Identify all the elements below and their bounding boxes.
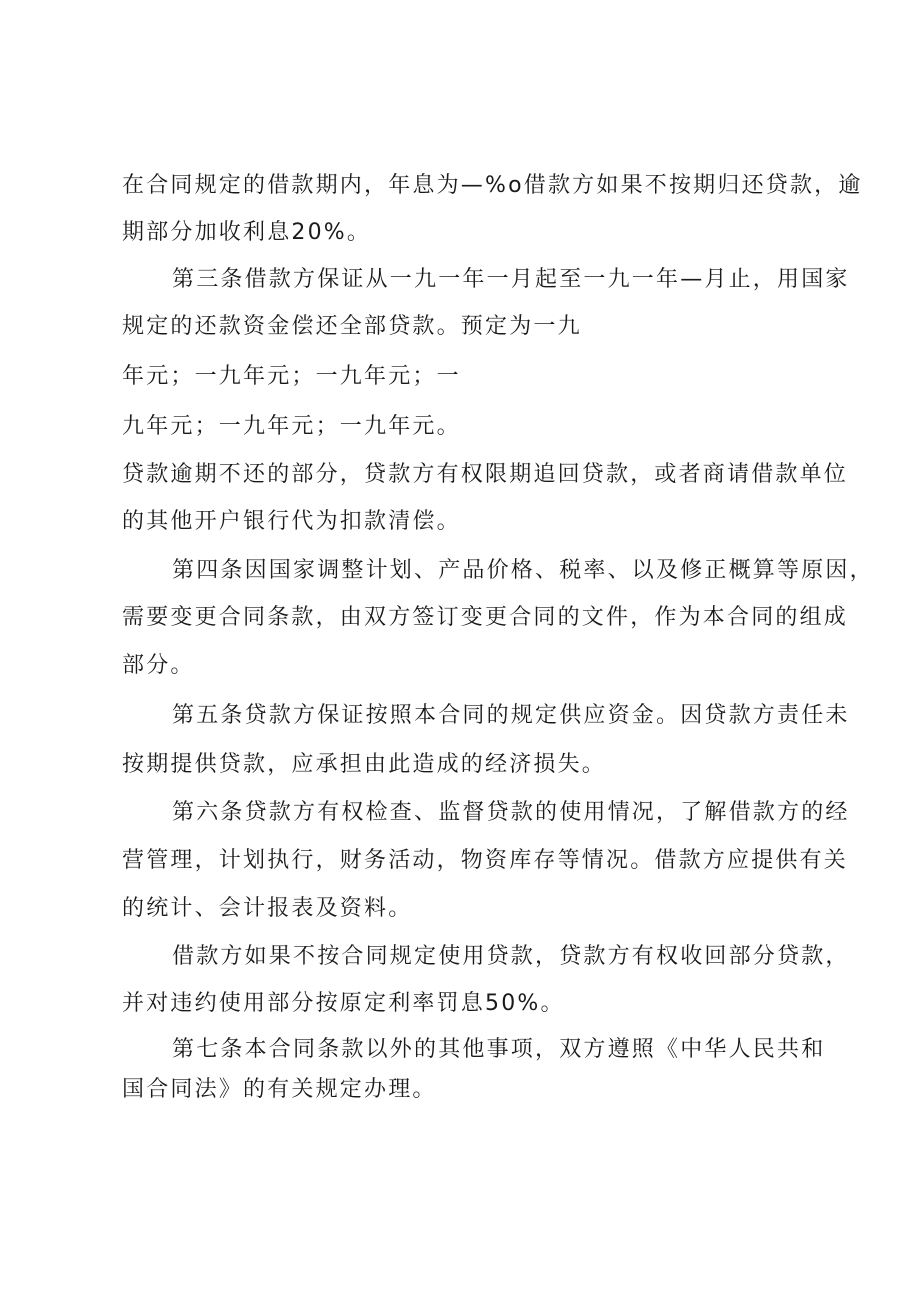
text-line: 年元；一九年元；一九年元；一 — [122, 364, 461, 389]
text-line: 国合同法》的有关规定办理。 — [122, 1077, 437, 1102]
text-line: 贷款逾期不还的部分，贷款方有权限期追回贷款，或者商请借款单位 — [122, 462, 849, 487]
text-line: 在合同规定的借款期内，年息为—%o借款方如果不按期归还贷款，逾 — [122, 173, 863, 198]
text-line: 按期提供贷款，应承担由此造成的经济损失。 — [122, 752, 607, 777]
text-line: 九年元；一九年元；一九年元。 — [122, 414, 461, 439]
article-4-heading-line: 第四条因国家调整计划、产品价格、税率、以及修正概算等原因， — [172, 558, 874, 583]
text-line: 部分。 — [122, 653, 195, 678]
text-line: 并对违约使用部分按原定利率罚息50%。 — [122, 991, 565, 1016]
text-line: 期部分加收利息20%。 — [122, 220, 372, 245]
article-5-heading-line: 第五条贷款方保证按照本合同的规定供应资金。因贷款方责任未 — [172, 703, 850, 728]
text-line: 的其他开户银行代为扣款清偿。 — [122, 509, 461, 534]
article-3-heading-line: 第三条借款方保证从一九一年一月起至一九一年—月止，用国家 — [172, 267, 850, 292]
text-line: 的统计、会计报表及资料。 — [122, 896, 413, 921]
text-line: 营管理，计划执行，财务活动，物资库存等情况。借款方应提供有关 — [122, 848, 849, 873]
text-line: 规定的还款资金偿还全部贷款。预定为一九 — [122, 314, 582, 339]
article-6-heading-line: 第六条贷款方有权检查、监督贷款的使用情况，了解借款方的经 — [172, 800, 850, 825]
text-line: 需要变更合同条款，由双方签订变更合同的文件，作为本合同的组成 — [122, 605, 849, 630]
text-line: 借款方如果不按合同规定使用贷款，贷款方有权收回部分贷款， — [172, 944, 850, 969]
article-7-heading-line: 第七条本合同条款以外的其他事项，双方遵照《中华人民共和 — [172, 1037, 826, 1062]
